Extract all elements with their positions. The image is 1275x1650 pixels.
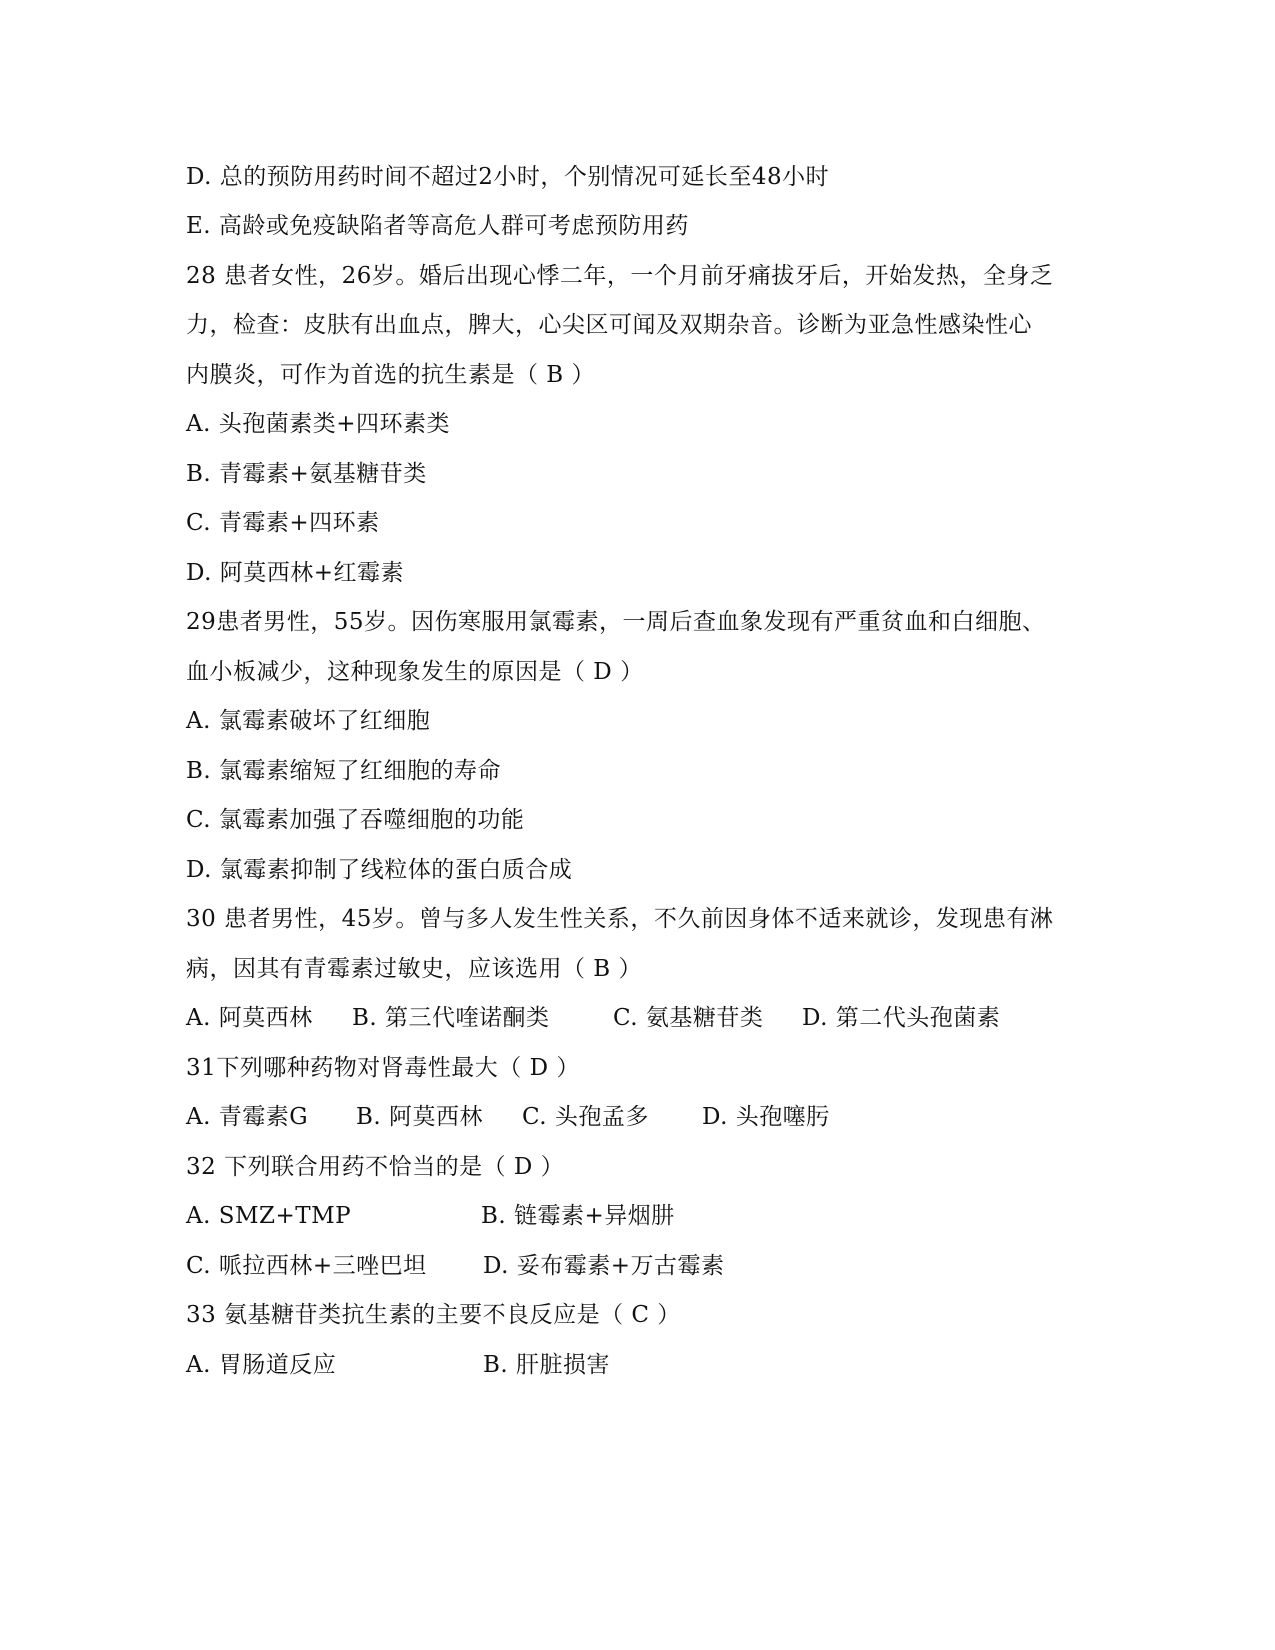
q32-option-c: C. 哌拉西林+三唑巴坦: [186, 1253, 427, 1279]
q29-option-d: D. 氯霉素抑制了线粒体的蛋白质合成: [186, 857, 573, 883]
q28-stem-line-3: 内膜炎，可作为首选的抗生素是（ B ）: [186, 362, 596, 388]
q29-option-a: A. 氯霉素破坏了红细胞: [186, 708, 431, 734]
q30-stem-line-2: 病，因其有青霉素过敏史，应该选用（ B ）: [186, 956, 643, 982]
q29-option-c: C. 氯霉素加强了吞噬细胞的功能: [186, 807, 525, 833]
q33-option-a: A. 胃肠道反应: [186, 1352, 337, 1378]
q32-option-a: A. SMZ+TMP: [186, 1203, 352, 1229]
q30-option-b: B. 第三代喹诺酮类: [352, 1005, 550, 1031]
q32-option-d: D. 妥布霉素+万古霉素: [483, 1253, 725, 1279]
q29-option-b: B. 氯霉素缩短了红细胞的寿命: [186, 758, 502, 784]
q28-option-c: C. 青霉素+四环素: [186, 510, 380, 536]
q28-stem-line-2: 力，检查：皮肤有出血点，脾大，心尖区可闻及双期杂音。诊断为亚急性感染性心: [186, 312, 1032, 338]
q28-stem-line-1: 28 患者女性，26岁。婚后出现心悸二年，一个月前牙痛拔牙后，开始发热，全身乏: [186, 263, 1054, 289]
q30-option-c: C. 氨基糖苷类: [613, 1005, 764, 1031]
q31-option-d: D. 头孢噻肟: [702, 1104, 830, 1130]
q30-stem-line-1: 30 患者男性，45岁。曾与多人发生性关系，不久前因身体不适来就诊，发现患有淋: [186, 906, 1054, 932]
q31-option-b: B. 阿莫西林: [356, 1104, 484, 1130]
q31-option-c: C. 头孢孟多: [522, 1104, 649, 1130]
q29-stem-line-2: 血小板减少，这种现象发生的原因是（ D ）: [186, 659, 644, 685]
q30-option-a: A. 阿莫西林: [186, 1005, 313, 1031]
q33-option-b: B. 肝脏损害: [483, 1352, 611, 1378]
q28-option-a: A. 头孢菌素类+四环素类: [186, 411, 451, 437]
q29-stem-line-1: 29患者男性，55岁。因伤寒服用氯霉素，一周后查血象发现有严重贫血和白细胞、: [186, 609, 1046, 635]
q27-option-d: D. 总的预防用药时间不超过2小时，个别情况可延长至48小时: [186, 164, 830, 190]
q28-option-b: B. 青霉素+氨基糖苷类: [186, 461, 427, 487]
q30-option-d: D. 第二代头孢菌素: [802, 1005, 1001, 1031]
q27-option-e: E. 高龄或免疫缺陷者等高危人群可考虑预防用药: [186, 213, 689, 239]
q31-stem: 31下列哪种药物对肾毒性最大（ D ）: [186, 1055, 580, 1081]
q33-stem: 33 氨基糖苷类抗生素的主要不良反应是（ C ）: [186, 1302, 681, 1328]
q31-option-a: A. 青霉素G: [186, 1104, 309, 1130]
q28-option-d: D. 阿莫西林+红霉素: [186, 560, 405, 586]
q32-option-b: B. 链霉素+异烟肼: [481, 1203, 675, 1229]
q32-stem: 32 下列联合用药不恰当的是（ D ）: [186, 1154, 565, 1180]
